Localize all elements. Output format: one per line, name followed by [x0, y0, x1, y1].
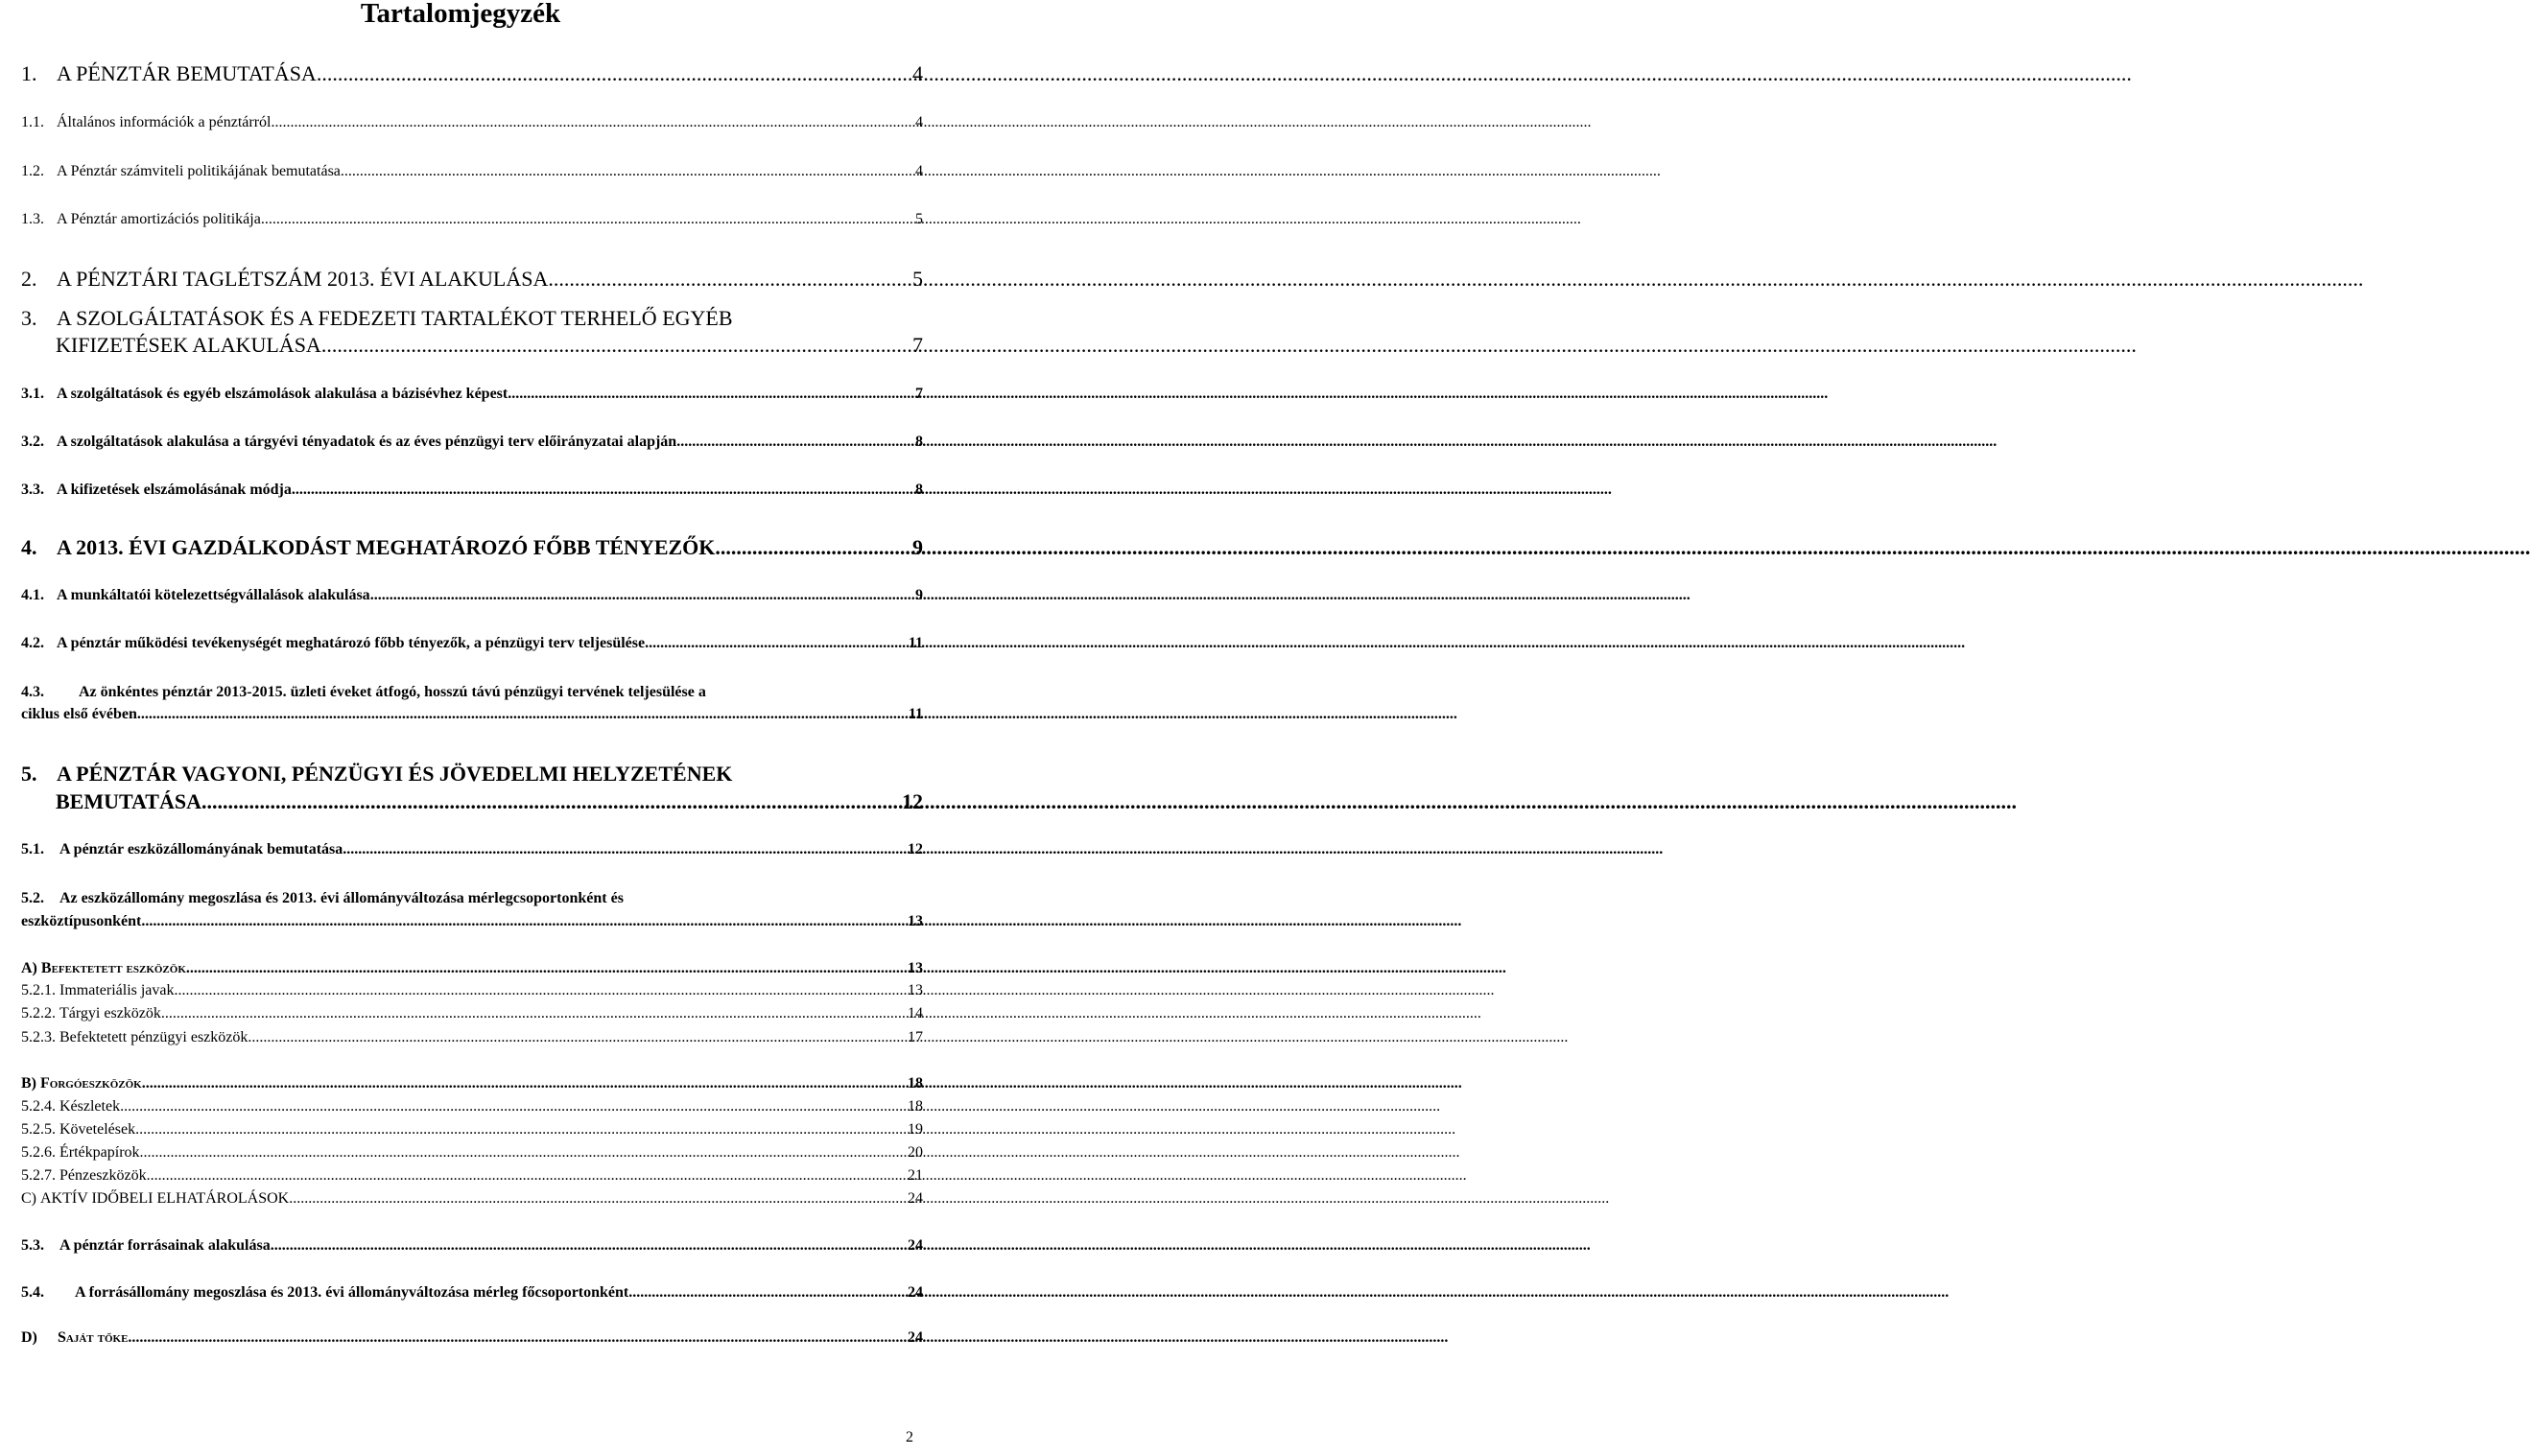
toc-page: 12 — [908, 841, 923, 857]
toc-entry-3-1[interactable] — [21, 386, 923, 403]
toc-leader — [161, 1005, 904, 1022]
toc-leader — [317, 61, 909, 85]
toc-entry-3-line1[interactable] — [21, 306, 733, 330]
toc-page: 11 — [908, 635, 923, 651]
toc-entry-1-3[interactable] — [21, 211, 923, 228]
toc-page: 18 — [908, 1098, 923, 1115]
toc-leader — [343, 841, 904, 858]
toc-number: 5.2.3. — [21, 1029, 56, 1045]
toc-label: Befektetett eszközök — [40, 960, 186, 976]
toc-leader — [142, 1075, 904, 1092]
toc-leader — [292, 481, 911, 499]
toc-label: A SZOLGÁLTATÁSOK ÉS A FEDEZETI TARTALÉKOT TERHELŐ EGYÉB — [57, 306, 733, 330]
toc-leader — [140, 1144, 904, 1162]
toc-label-continued: eszköztípusonként — [21, 913, 142, 929]
toc-page: 12 — [902, 789, 923, 813]
toc-leader — [715, 535, 909, 559]
toc-entry-4-1[interactable] — [21, 587, 923, 604]
toc-number: 3.2. — [21, 434, 44, 450]
toc-leader — [135, 1121, 904, 1139]
toc-number: 3.1. — [21, 386, 44, 402]
toc-page: 21 — [908, 1167, 923, 1184]
toc-leader — [321, 333, 909, 357]
toc-label: A pénztár működési tevékenységét meghatározó főbb tényezők, a pénzügyi terv teljesülése — [57, 635, 646, 651]
toc-page: 4 — [912, 61, 923, 85]
toc-number: 5.4. — [21, 1284, 44, 1301]
toc-entry-4-3-line1[interactable] — [21, 684, 706, 701]
toc-number: 5.2.4. — [21, 1098, 56, 1115]
toc-label: A 2013. ÉVI GAZDÁLKODÁST MEGHATÁROZÓ FŐBB TÉNYEZŐK — [57, 535, 716, 559]
toc-leader — [120, 1098, 904, 1115]
toc-page: 7 — [912, 333, 923, 357]
toc-page: 7 — [915, 386, 923, 402]
toc-leader — [271, 114, 911, 131]
toc-label: A forrásállomány megoszlása és 2013. évi állományváltozása mérleg főcsoportonként — [75, 1284, 629, 1301]
toc-page: 13 — [908, 913, 923, 929]
toc-page: 8 — [915, 434, 923, 450]
toc-page: 11 — [908, 706, 923, 722]
toc-entry-1[interactable] — [21, 61, 923, 85]
toc-leader — [271, 1237, 904, 1255]
toc-label: Befektetett pénzügyi eszközök — [59, 1029, 248, 1045]
toc-number: B) — [21, 1075, 36, 1092]
toc-leader — [676, 434, 911, 451]
toc-label-continued: BEMUTATÁSA — [56, 789, 201, 813]
toc-leader — [248, 1029, 904, 1046]
toc-page: 18 — [908, 1075, 923, 1092]
toc-entry-a[interactable] — [21, 960, 923, 977]
toc-page: 8 — [915, 481, 923, 498]
toc-number: 5.2. — [21, 890, 44, 906]
toc-page: 5 — [912, 267, 923, 291]
toc-label: Tárgyi eszközök — [59, 1005, 161, 1022]
toc-label: A PÉNZTÁR BEMUTATÁSA — [57, 61, 317, 85]
toc-leader — [628, 1284, 904, 1302]
toc-number: 5.2.6. — [21, 1144, 56, 1161]
toc-label: A pénztár forrásainak alakulása — [59, 1237, 271, 1254]
toc-entry-5-2-5[interactable] — [21, 1121, 923, 1139]
toc-entry-5-2-4[interactable] — [21, 1098, 923, 1115]
toc-label-continued: ciklus első évében — [21, 706, 137, 722]
toc-entry-5-2-2[interactable] — [21, 1005, 923, 1022]
toc-leader — [289, 1190, 904, 1208]
toc-entry-5-2-line1[interactable] — [21, 890, 624, 907]
toc-leader — [186, 960, 904, 977]
toc-number: 4.1. — [21, 587, 44, 603]
toc-label: Készletek — [59, 1098, 121, 1115]
toc-entry-3-2[interactable] — [21, 434, 923, 451]
toc-label: Értékpapírok — [59, 1144, 140, 1161]
toc-entry-c[interactable] — [21, 1190, 923, 1208]
toc-number: 5.3. — [21, 1237, 44, 1254]
toc-page: 20 — [908, 1144, 923, 1161]
toc-number: 2. — [21, 267, 37, 291]
toc-page: 14 — [908, 1005, 923, 1022]
toc-entry-b[interactable] — [21, 1075, 923, 1092]
toc-leader — [147, 1167, 904, 1185]
toc-entry-4-3-line2[interactable] — [21, 706, 923, 723]
toc-page: 13 — [908, 982, 923, 998]
toc-entry-5-2-3[interactable] — [21, 1029, 923, 1046]
toc-label: Az önkéntes pénztár 2013-2015. üzleti éveket átfogó, hosszú távú pénzügyi tervének teljesülése a — [79, 684, 706, 700]
toc-entry-1-2[interactable] — [21, 163, 923, 180]
toc-page: 24 — [908, 1237, 923, 1254]
toc-label: A Pénztár amortizációs politikája — [57, 211, 261, 227]
toc-label: A PÉNZTÁR VAGYONI, PÉNZÜGYI ÉS JÖVEDELMI HELYZETÉNEK — [57, 762, 733, 786]
toc-page: 24 — [908, 1329, 923, 1346]
toc-entry-d[interactable] — [21, 1329, 923, 1347]
toc-label: A pénztár eszközállományának bemutatása — [59, 841, 343, 857]
toc-entry-3-line2[interactable] — [56, 333, 923, 357]
toc-number: 4.2. — [21, 635, 44, 651]
toc-number: 3.3. — [21, 481, 44, 498]
toc-label: Immateriális javak — [59, 982, 175, 998]
toc-number: 1.1. — [21, 114, 44, 130]
toc-label: Követelések — [59, 1121, 136, 1138]
toc-number: 5.2.7. — [21, 1167, 56, 1184]
toc-label: A Pénztár számviteli politikájának bemutatása — [57, 163, 341, 179]
toc-page: 19 — [908, 1121, 923, 1138]
toc-leader — [175, 982, 904, 999]
toc-label: A PÉNZTÁRI TAGLÉTSZÁM 2013. ÉVI ALAKULÁSA — [57, 267, 549, 291]
toc-entry-5-2-line2[interactable] — [21, 913, 923, 930]
toc-label: Az eszközállomány megoszlása és 2013. évi állományváltozása mérlegcsoportonként és — [59, 890, 624, 906]
toc-leader — [341, 163, 911, 180]
toc-label-continued: KIFIZETÉSEK ALAKULÁSA — [56, 333, 321, 357]
toc-leader — [645, 635, 905, 652]
toc-entry-4[interactable] — [21, 535, 923, 559]
toc-number: 1.3. — [21, 211, 44, 227]
toc-page: 9 — [912, 535, 923, 559]
toc-number: 1.2. — [21, 163, 44, 179]
toc-label: Saját tőke — [58, 1329, 129, 1346]
toc-number: 4.3. — [21, 684, 44, 700]
toc-label: Forgóeszközök — [40, 1075, 142, 1092]
toc-page: 24 — [908, 1284, 923, 1301]
toc-number: 5.1. — [21, 841, 44, 857]
toc-entry-4-2[interactable] — [21, 635, 923, 652]
toc-number: 5.2.2. — [21, 1005, 56, 1022]
toc-number: 3. — [21, 306, 37, 330]
toc-entry-1-1[interactable] — [21, 114, 923, 131]
toc-entry-5-3[interactable] — [21, 1237, 923, 1255]
toc-entry-3-3[interactable] — [21, 481, 923, 499]
toc-entry-5-line2[interactable] — [56, 789, 923, 813]
toc-page: 4 — [915, 163, 923, 179]
toc-number: C) — [21, 1190, 36, 1207]
toc-number: A) — [21, 960, 37, 976]
toc-leader — [261, 211, 911, 228]
toc-label: AKTÍV IDŐBELI ELHATÁROLÁSOK — [40, 1190, 290, 1207]
toc-page: 13 — [908, 960, 923, 976]
toc-leader — [548, 267, 909, 291]
toc-leader — [141, 913, 904, 930]
toc-page: 5 — [915, 211, 923, 227]
toc-leader — [370, 587, 911, 604]
toc-label: Pénzeszközök — [59, 1167, 147, 1184]
toc-page: 24 — [908, 1190, 923, 1207]
toc-page: 9 — [915, 587, 923, 603]
toc-entry-5-line1[interactable] — [21, 762, 732, 786]
toc-entry-5-4[interactable] — [21, 1284, 923, 1302]
toc-entry-5-1[interactable] — [21, 841, 923, 858]
toc-entry-5-2-7[interactable] — [21, 1167, 923, 1185]
toc-entry-5-2-1[interactable] — [21, 982, 923, 999]
toc-number: 1. — [21, 61, 37, 85]
page-number: 2 — [906, 1429, 913, 1445]
toc-page: 4 — [915, 114, 923, 130]
toc-number: 5. — [21, 762, 37, 786]
toc-number: 4. — [21, 535, 37, 559]
toc-number: D) — [21, 1329, 37, 1346]
toc-leader — [137, 706, 905, 723]
toc-label: A kifizetések elszámolásának módja — [57, 481, 292, 498]
toc-label: A szolgáltatások alakulása a tárgyévi tényadatok és az éves pénzügyi terv előirányzatai alapján — [57, 434, 677, 450]
toc-number: 5.2.5. — [21, 1121, 56, 1138]
toc-leader — [201, 789, 898, 813]
toc-label: A munkáltatói kötelezettségvállalások alakulása — [57, 587, 370, 603]
toc-label: Általános információk a pénztárról — [57, 114, 272, 130]
toc-leader — [128, 1329, 904, 1347]
page-title: Tartalomjegyzék — [360, 0, 561, 29]
toc-number: 5.2.1. — [21, 982, 56, 998]
toc-entry-2[interactable] — [21, 267, 923, 291]
toc-label: A szolgáltatások és egyéb elszámolások alakulása a bázisévhez képest — [57, 386, 508, 402]
toc-leader — [508, 386, 911, 403]
toc-entry-5-2-6[interactable] — [21, 1144, 923, 1162]
toc-page: 17 — [908, 1029, 923, 1045]
